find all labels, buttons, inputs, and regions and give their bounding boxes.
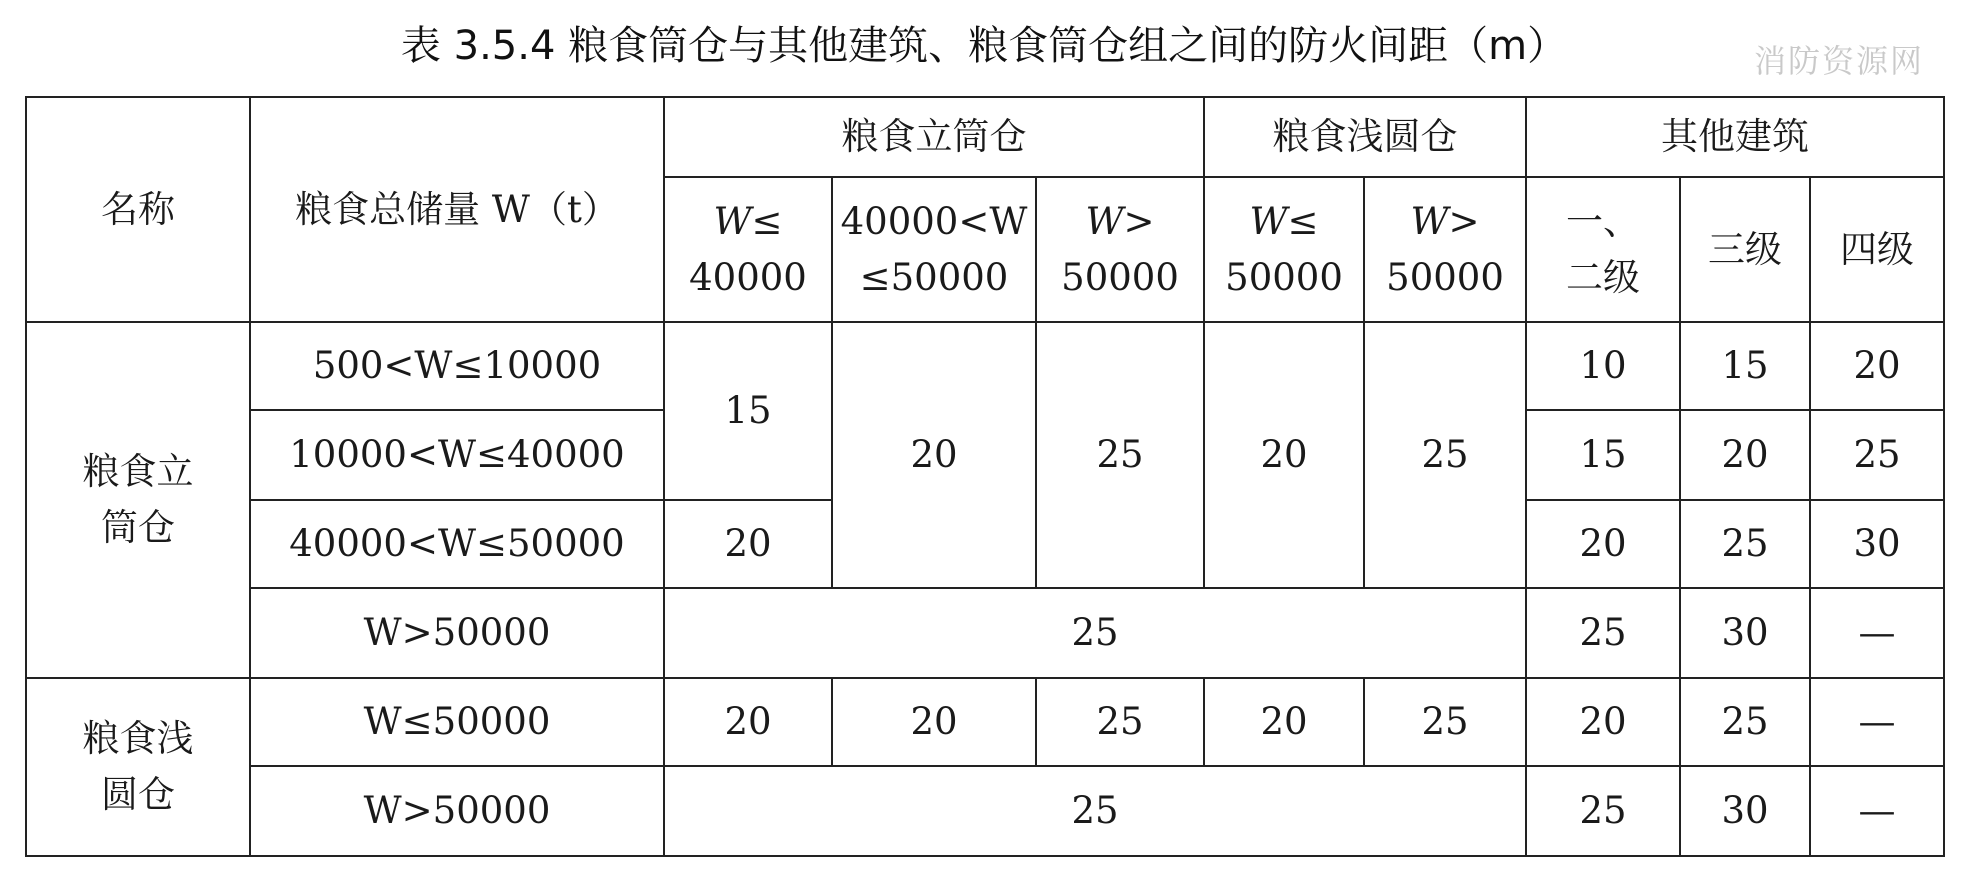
header-o-col1-line1: 一、 — [1566, 199, 1641, 243]
header-o-col1-line2: 二级 — [1566, 255, 1641, 299]
header-s-col1-line2: 50000 — [1225, 255, 1343, 299]
header-v-col3-line2: 50000 — [1061, 255, 1179, 299]
storage-v4: W>50000 — [250, 588, 664, 678]
header-s-col1-line1: W≤ — [1249, 199, 1319, 243]
cell-s1-c4: 20 — [1204, 678, 1364, 766]
header-s-col1 — [1204, 177, 1364, 322]
header-v-col2 — [832, 177, 1036, 322]
group-shallow-line1: 粮食浅 — [82, 717, 194, 760]
other-r4-c3: — — [1810, 588, 1944, 678]
other-r6-c3: — — [1810, 766, 1944, 856]
other-r1-c2: 15 — [1680, 322, 1810, 410]
header-s-col2 — [1364, 177, 1526, 322]
other-r5-c2: 25 — [1680, 678, 1810, 766]
cell-s1-c3: 25 — [1036, 678, 1204, 766]
watermark: 消防资源网 — [1753, 42, 1924, 80]
cell-v-c5: 25 — [1364, 322, 1526, 588]
header-v-col1-line2: 40000 — [689, 255, 807, 299]
header-o-col3: 四级 — [1810, 177, 1944, 322]
header-s-col2-line1: W> — [1410, 199, 1480, 243]
fire-distance-table — [25, 96, 1945, 857]
other-r6-c2: 30 — [1680, 766, 1810, 856]
header-name: 名称 — [26, 97, 250, 322]
other-r2-c2: 20 — [1680, 410, 1810, 500]
group-shallow-silo — [26, 678, 250, 856]
cell-s1-c2: 20 — [832, 678, 1036, 766]
other-r1-c3: 20 — [1810, 322, 1944, 410]
other-r2-c3: 25 — [1810, 410, 1944, 500]
header-v-col2-line1: 40000<W — [840, 199, 1028, 243]
cell-v-c3: 25 — [1036, 322, 1204, 588]
cell-v-c2: 20 — [832, 322, 1036, 588]
header-o-col2: 三级 — [1680, 177, 1810, 322]
other-r6-c1: 25 — [1526, 766, 1680, 856]
header-v-col1 — [664, 177, 832, 322]
group-vertical-silo — [26, 322, 250, 678]
other-r4-c2: 30 — [1680, 588, 1810, 678]
storage-v3: 40000<W≤50000 — [250, 500, 664, 588]
storage-s1: W≤50000 — [250, 678, 664, 766]
other-r3-c3: 30 — [1810, 500, 1944, 588]
cell-v-c1-top: 15 — [664, 322, 832, 500]
header-v-col2-line2: ≤50000 — [859, 255, 1009, 299]
group-shallow-line2: 圆仓 — [101, 773, 175, 816]
cell-v4-span: 25 — [664, 588, 1526, 678]
cell-v-c4: 20 — [1204, 322, 1364, 588]
cell-s1-c5: 25 — [1364, 678, 1526, 766]
storage-v1: 500<W≤10000 — [250, 322, 664, 410]
table-title: 表 3.5.4 粮食筒仓与其他建筑、粮食筒仓组之间的防火间距（m） — [400, 23, 1568, 69]
cell-s1-c1: 20 — [664, 678, 832, 766]
other-r1-c1: 10 — [1526, 322, 1680, 410]
cell-v-c1-bottom: 20 — [664, 500, 832, 588]
header-v-col3-line1: W> — [1085, 199, 1155, 243]
header-shallow-silo: 粮食浅圆仓 — [1204, 97, 1526, 177]
other-r5-c1: 20 — [1526, 678, 1680, 766]
other-r4-c1: 25 — [1526, 588, 1680, 678]
header-s-col2-line2: 50000 — [1386, 255, 1504, 299]
header-v-col3 — [1036, 177, 1204, 322]
other-r3-c1: 20 — [1526, 500, 1680, 588]
header-v-col1-line1: W≤ — [713, 199, 783, 243]
storage-s2: W>50000 — [250, 766, 664, 856]
other-r3-c2: 25 — [1680, 500, 1810, 588]
other-r2-c1: 15 — [1526, 410, 1680, 500]
storage-v2: 10000<W≤40000 — [250, 410, 664, 500]
group-vertical-line2: 筒仓 — [101, 506, 175, 549]
header-storage-text: 粮食总储量 W（t） — [295, 187, 619, 231]
cell-s2-span: 25 — [664, 766, 1526, 856]
header-other-buildings: 其他建筑 — [1526, 97, 1944, 177]
header-storage — [250, 97, 664, 322]
group-vertical-line1: 粮食立 — [82, 450, 194, 493]
other-r5-c3: — — [1810, 678, 1944, 766]
header-vertical-silo: 粮食立筒仓 — [664, 97, 1204, 177]
header-o-col1 — [1526, 177, 1680, 322]
